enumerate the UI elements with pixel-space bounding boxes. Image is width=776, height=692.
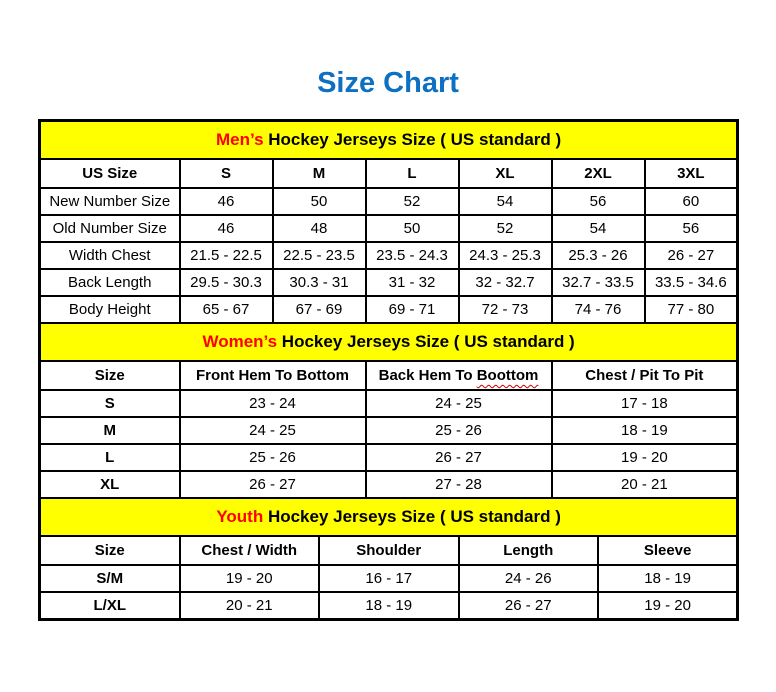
data-cell: 26 - 27 (180, 471, 366, 498)
row-label-cell: L (40, 444, 180, 471)
mens-col-header-us-size: US Size (40, 159, 180, 188)
mens-col-header-m: M (273, 159, 366, 188)
data-cell: 27 - 28 (366, 471, 552, 498)
row-label-cell: Body Height (40, 296, 180, 323)
data-cell: 26 - 27 (366, 444, 552, 471)
mens-col-header-l: L (366, 159, 459, 188)
youth-col-header-size: Size (40, 536, 180, 565)
data-cell: 18 - 19 (552, 417, 738, 444)
data-cell: 24 - 25 (180, 417, 366, 444)
youth-col-header-shoulder: Shoulder (319, 536, 459, 565)
mens-col-header-2xl: 2XL (552, 159, 645, 188)
data-cell: 30.3 - 31 (273, 269, 366, 296)
youth-section-title-highlight: Youth (216, 507, 264, 526)
data-cell: 54 (459, 188, 552, 215)
table-row (40, 242, 738, 269)
data-cell: 29.5 - 30.3 (180, 269, 273, 296)
row-label-cell: M (40, 417, 180, 444)
table-row (40, 215, 738, 242)
mens-col-header-s: S (180, 159, 273, 188)
data-cell: 72 - 73 (459, 296, 552, 323)
data-cell: 24 - 25 (366, 390, 552, 417)
row-label-cell: Back Length (40, 269, 180, 296)
data-cell: 52 (459, 215, 552, 242)
mens-section-title-rest: Hockey Jerseys Size ( US standard ) (263, 130, 562, 149)
data-cell: 60 (645, 188, 738, 215)
data-cell: 50 (273, 188, 366, 215)
data-cell: 31 - 32 (366, 269, 459, 296)
data-cell: 19 - 20 (552, 444, 738, 471)
row-label-cell: XL (40, 471, 180, 498)
womens-col-header-back-hem-prefix: Back Hem To (378, 367, 477, 384)
youth-section-title (40, 498, 738, 536)
table-row (40, 188, 738, 215)
data-cell: 17 - 18 (552, 390, 738, 417)
table-row (40, 444, 738, 471)
data-cell: 54 (552, 215, 645, 242)
womens-col-header-size: Size (40, 361, 180, 390)
row-label-cell: Old Number Size (40, 215, 180, 242)
mens-column-header-row (40, 159, 738, 188)
data-cell: 26 - 27 (645, 242, 738, 269)
womens-section-title-highlight: Women’s (202, 332, 278, 351)
youth-col-header-length: Length (459, 536, 599, 565)
row-label-cell: L/XL (40, 592, 180, 620)
data-cell: 23 - 24 (180, 390, 366, 417)
data-cell: 69 - 71 (366, 296, 459, 323)
data-cell: 18 - 19 (598, 565, 738, 592)
mens-section-title-highlight: Men’s (215, 130, 264, 149)
data-cell: 67 - 69 (273, 296, 366, 323)
data-cell: 56 (645, 215, 738, 242)
data-cell: 25.3 - 26 (552, 242, 645, 269)
womens-section-title (40, 323, 738, 361)
row-label-cell: New Number Size (40, 188, 180, 215)
row-label-cell: Width Chest (40, 242, 180, 269)
data-cell: 19 - 20 (598, 592, 738, 620)
data-cell: 26 - 27 (459, 592, 599, 620)
data-cell: 46 (180, 188, 273, 215)
row-label-cell: S (40, 390, 180, 417)
womens-section-header-row (40, 323, 738, 361)
table-row (40, 269, 738, 296)
youth-col-header-sleeve: Sleeve (598, 536, 738, 565)
data-cell: 46 (180, 215, 273, 242)
mens-section-header-row (40, 121, 738, 160)
youth-section-header-row (40, 498, 738, 536)
data-cell: 21.5 - 22.5 (180, 242, 273, 269)
womens-col-header-chest: Chest / Pit To Pit (552, 361, 738, 390)
data-cell: 65 - 67 (180, 296, 273, 323)
table-row (40, 417, 738, 444)
youth-col-header-chest-width: Chest / Width (180, 536, 320, 565)
data-cell: 22.5 - 23.5 (273, 242, 366, 269)
data-cell: 50 (366, 215, 459, 242)
data-cell: 32.7 - 33.5 (552, 269, 645, 296)
data-cell: 18 - 19 (319, 592, 459, 620)
data-cell: 24.3 - 25.3 (459, 242, 552, 269)
page-title: Size Chart (317, 67, 459, 99)
youth-section-title-rest: Hockey Jerseys Size ( US standard ) (263, 507, 561, 526)
womens-col-header-front-hem: Front Hem To Bottom (180, 361, 366, 390)
youth-column-header-row (40, 536, 738, 565)
data-cell: 33.5 - 34.6 (645, 269, 738, 296)
womens-section-title-rest: Hockey Jerseys Size ( US standard ) (277, 332, 575, 351)
data-cell: 48 (273, 215, 366, 242)
table-row (40, 471, 738, 498)
row-label-cell: S/M (40, 565, 180, 592)
table-row (40, 565, 738, 592)
table-row (40, 592, 738, 620)
data-cell: 20 - 21 (552, 471, 738, 498)
data-cell: 16 - 17 (319, 565, 459, 592)
data-cell: 19 - 20 (180, 565, 320, 592)
table-row (40, 296, 738, 323)
spellcheck-underlined-word: Boottom (476, 367, 539, 384)
womens-column-header-row (40, 361, 738, 390)
data-cell: 23.5 - 24.3 (366, 242, 459, 269)
data-cell: 25 - 26 (180, 444, 366, 471)
mens-col-header-3xl: 3XL (645, 159, 738, 188)
data-cell: 24 - 26 (459, 565, 599, 592)
womens-col-header-back-hem (366, 361, 552, 390)
data-cell: 32 - 32.7 (459, 269, 552, 296)
data-cell: 77 - 80 (645, 296, 738, 323)
data-cell: 25 - 26 (366, 417, 552, 444)
mens-section-title (40, 121, 738, 160)
table-row (40, 390, 738, 417)
data-cell: 74 - 76 (552, 296, 645, 323)
size-chart-table (38, 119, 739, 621)
mens-col-header-xl: XL (459, 159, 552, 188)
data-cell: 20 - 21 (180, 592, 320, 620)
data-cell: 52 (366, 188, 459, 215)
data-cell: 56 (552, 188, 645, 215)
